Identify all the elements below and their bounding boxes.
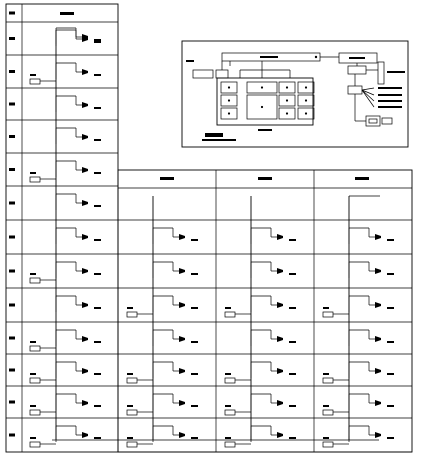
monitor-wall-label-mark xyxy=(258,129,272,131)
device-label-mark xyxy=(387,307,394,309)
junction-box xyxy=(323,312,333,317)
device-label-mark xyxy=(191,307,198,309)
device-label-mark xyxy=(289,405,296,407)
column-header-tag-2 xyxy=(160,177,174,180)
printer-icon xyxy=(382,118,392,124)
junction-box xyxy=(30,278,40,283)
device-label-mark xyxy=(289,273,296,275)
computer-screen xyxy=(369,119,377,123)
box-label-mark xyxy=(30,341,36,343)
caption-title-mark xyxy=(205,133,223,137)
device-label-mark xyxy=(94,41,101,43)
monitor-screen-dot xyxy=(286,99,288,101)
camera-icon xyxy=(277,336,283,342)
junction-box xyxy=(127,378,137,383)
device-label-mark xyxy=(289,341,296,343)
junction-box xyxy=(323,410,333,415)
camera-icon xyxy=(82,268,88,274)
device-label-mark xyxy=(94,341,101,343)
monitor-screen-dot xyxy=(286,112,288,114)
monitor-screen-dot xyxy=(261,86,263,88)
camera-branch-B3 xyxy=(225,296,296,317)
junction-box xyxy=(225,442,235,447)
camera-branch-L1 xyxy=(56,30,101,46)
floor-label-mark-10 xyxy=(9,304,15,307)
device-label-mark xyxy=(94,74,101,76)
box-label-mark xyxy=(323,405,329,407)
camera-branch-A3 xyxy=(127,296,198,317)
camera-icon xyxy=(82,200,88,206)
camera-branch-L2 xyxy=(30,63,101,84)
box-label-mark xyxy=(30,273,36,275)
camera-branch-C7 xyxy=(323,426,394,447)
device-label-mark xyxy=(94,239,101,241)
device-label-mark xyxy=(191,437,198,439)
box-label-mark xyxy=(127,307,133,309)
junction-box xyxy=(30,79,40,84)
output-link-3 xyxy=(362,90,374,101)
camera-icon xyxy=(179,368,185,374)
camera-branch-C2 xyxy=(349,262,394,278)
camera-branch-L4 xyxy=(56,128,101,144)
device-label-mark xyxy=(191,405,198,407)
camera-icon xyxy=(277,400,283,406)
computer-icon xyxy=(366,116,380,126)
camera-branch-A6 xyxy=(127,394,198,415)
camera-icon xyxy=(179,432,185,438)
camera-icon xyxy=(82,302,88,308)
camera-icon xyxy=(375,368,381,374)
output-link-1 xyxy=(362,88,374,90)
device-label-mark xyxy=(289,373,296,375)
junction-box xyxy=(127,410,137,415)
column-header-tag-3 xyxy=(258,177,272,180)
junction-box xyxy=(30,346,40,351)
box-label-mark xyxy=(30,74,36,76)
device-label-mark xyxy=(94,107,101,109)
camera-branch-L10 xyxy=(30,330,101,351)
junction-box xyxy=(127,312,137,317)
control-room-panel xyxy=(182,41,408,147)
device-label-mark xyxy=(387,405,394,407)
output-label-mark-4 xyxy=(378,106,402,108)
junction-box xyxy=(127,442,137,447)
device-label-mark xyxy=(191,239,198,241)
camera-icon xyxy=(277,302,283,308)
camera-icon xyxy=(375,234,381,240)
floor-label-mark-6 xyxy=(9,168,15,171)
device-label-mark xyxy=(94,139,101,141)
server-rack xyxy=(378,62,384,84)
server-label-mark xyxy=(387,71,405,73)
device-label-mark xyxy=(191,373,198,375)
distribution-unit xyxy=(348,66,366,74)
monitor-screen-dot xyxy=(261,106,263,108)
camera-icon xyxy=(82,69,88,75)
camera-icon xyxy=(82,336,88,342)
device-label-mark xyxy=(387,273,394,275)
column-header-tag-4 xyxy=(355,177,369,180)
camera-icon xyxy=(82,102,88,108)
box-label-mark xyxy=(225,437,231,439)
floor-label-mark-13 xyxy=(9,401,15,404)
control-unit xyxy=(216,70,228,78)
matrix-label-mark xyxy=(260,56,278,58)
box-label-mark xyxy=(323,307,329,309)
camera-branch-C5 xyxy=(323,362,394,383)
right-building-outline xyxy=(118,170,412,452)
floor-label-mark-8 xyxy=(9,236,15,239)
camera-branch-B5 xyxy=(225,362,296,383)
camera-branch-A4 xyxy=(153,330,198,346)
device-label-mark xyxy=(387,373,394,375)
junction-box xyxy=(225,378,235,383)
camera-branch-C6 xyxy=(323,394,394,415)
box-label-mark xyxy=(30,437,36,439)
camera-icon xyxy=(82,432,88,438)
output-label-mark-3 xyxy=(378,100,402,102)
junction-box xyxy=(323,442,333,447)
control-room-outline xyxy=(182,41,408,147)
camera-branch-L3 xyxy=(56,96,101,112)
floor-label-mark-9 xyxy=(9,270,15,273)
caption-text-mark xyxy=(202,139,236,141)
camera-branch-C4 xyxy=(349,330,394,346)
floor-label-mark-12 xyxy=(9,369,15,372)
floor-label-mark-11 xyxy=(9,337,15,340)
device-label-mark xyxy=(94,205,101,207)
column-headers xyxy=(60,12,369,180)
device-label-mark xyxy=(94,307,101,309)
monitor-screen-dot xyxy=(305,112,307,114)
device-label-mark xyxy=(94,172,101,174)
output-label-mark-1 xyxy=(378,87,402,89)
junction-box xyxy=(30,442,40,447)
camera-branch-L8 xyxy=(30,262,101,283)
camera-icon xyxy=(375,432,381,438)
floor-label-mark-5 xyxy=(9,135,15,138)
camera-branch-A2 xyxy=(153,262,198,278)
camera-branch-B2 xyxy=(251,262,296,278)
device-label-mark xyxy=(289,239,296,241)
camera-icon xyxy=(375,268,381,274)
camera-icon xyxy=(82,368,88,374)
device-label-mark xyxy=(289,437,296,439)
junction-box xyxy=(225,312,235,317)
camera-icon xyxy=(179,302,185,308)
camera-icon xyxy=(82,167,88,173)
device-label-mark xyxy=(94,39,101,41)
floor-label-mark-14 xyxy=(9,434,15,437)
junction-box xyxy=(323,378,333,383)
junction-box xyxy=(30,177,40,182)
matrix-indicator xyxy=(315,56,317,58)
monitor-screen-dot xyxy=(228,86,230,88)
box-label-mark xyxy=(323,373,329,375)
camera-branch-L12 xyxy=(30,394,101,415)
monitor-screen-dot xyxy=(228,112,230,114)
column-header-tag-1 xyxy=(60,12,74,15)
camera-icon xyxy=(277,234,283,240)
floor-label-mark-3 xyxy=(9,70,15,73)
device-label-mark xyxy=(191,273,198,275)
box-label-mark xyxy=(30,405,36,407)
camera-icon xyxy=(179,234,185,240)
camera-branch-B4 xyxy=(251,330,296,346)
device-label-mark xyxy=(94,405,101,407)
camera-branch-L7 xyxy=(56,228,101,244)
monitor-screen-dot xyxy=(305,99,307,101)
camera-branch-L13 xyxy=(30,426,101,447)
junction-box xyxy=(30,378,40,383)
device-label-mark xyxy=(387,239,394,241)
camera-icon xyxy=(179,400,185,406)
floor-label-mark-1 xyxy=(9,12,15,15)
camera-branch-L5 xyxy=(30,161,101,182)
camera-branch-L11 xyxy=(30,362,101,383)
camera-icon xyxy=(375,302,381,308)
network-switch xyxy=(348,86,362,94)
box-label-mark xyxy=(127,373,133,375)
junction-box xyxy=(225,410,235,415)
camera-icon xyxy=(277,368,283,374)
camera-branch-B6 xyxy=(225,394,296,415)
output-label-mark-2 xyxy=(378,94,402,96)
camera-icon xyxy=(179,268,185,274)
camera-icon xyxy=(82,234,88,240)
riser-branches xyxy=(30,28,394,447)
floor-label-mark-4 xyxy=(9,103,15,106)
control-keyboard xyxy=(193,70,213,78)
camera-icon xyxy=(277,432,283,438)
device-label-mark xyxy=(94,373,101,375)
camera-branch-C3 xyxy=(323,296,394,317)
device-label-mark xyxy=(387,437,394,439)
box-label-mark xyxy=(225,307,231,309)
camera-branch-L9 xyxy=(56,296,101,312)
monitor-screen-dot xyxy=(286,86,288,88)
input-label-mark xyxy=(186,60,194,62)
device-label-mark xyxy=(94,273,101,275)
camera-branch-B1 xyxy=(251,228,296,244)
floor-label-mark-2 xyxy=(9,37,15,40)
camera-branch-A1 xyxy=(153,228,198,244)
junction-box xyxy=(30,410,40,415)
floor-label-column xyxy=(9,12,15,437)
box-label-mark xyxy=(225,373,231,375)
box-label-mark xyxy=(127,405,133,407)
camera-branch-C1 xyxy=(349,228,394,244)
camera-icon xyxy=(179,336,185,342)
device-label-mark xyxy=(191,341,198,343)
box-label-mark xyxy=(127,437,133,439)
camera-icon xyxy=(375,400,381,406)
box-label-mark xyxy=(225,405,231,407)
monitor-wall-frame xyxy=(217,78,313,125)
camera-branch-A7 xyxy=(127,426,198,447)
device-label-mark xyxy=(94,437,101,439)
floor-label-mark-7 xyxy=(9,202,15,205)
camera-icon xyxy=(277,268,283,274)
device-label-mark xyxy=(289,307,296,309)
box-label-mark xyxy=(323,437,329,439)
device-label-mark xyxy=(387,341,394,343)
camera-branch-A5 xyxy=(127,362,198,383)
box-label-mark xyxy=(30,172,36,174)
monitor-screen-dot xyxy=(305,86,307,88)
camera-branch-B7 xyxy=(225,426,296,447)
recorder-label-mark xyxy=(349,57,365,59)
box-label-mark xyxy=(30,373,36,375)
camera-branch-L6 xyxy=(56,194,101,210)
camera-icon xyxy=(375,336,381,342)
monitor-screen-dot xyxy=(228,99,230,101)
camera-icon xyxy=(82,400,88,406)
camera-icon xyxy=(82,134,88,140)
